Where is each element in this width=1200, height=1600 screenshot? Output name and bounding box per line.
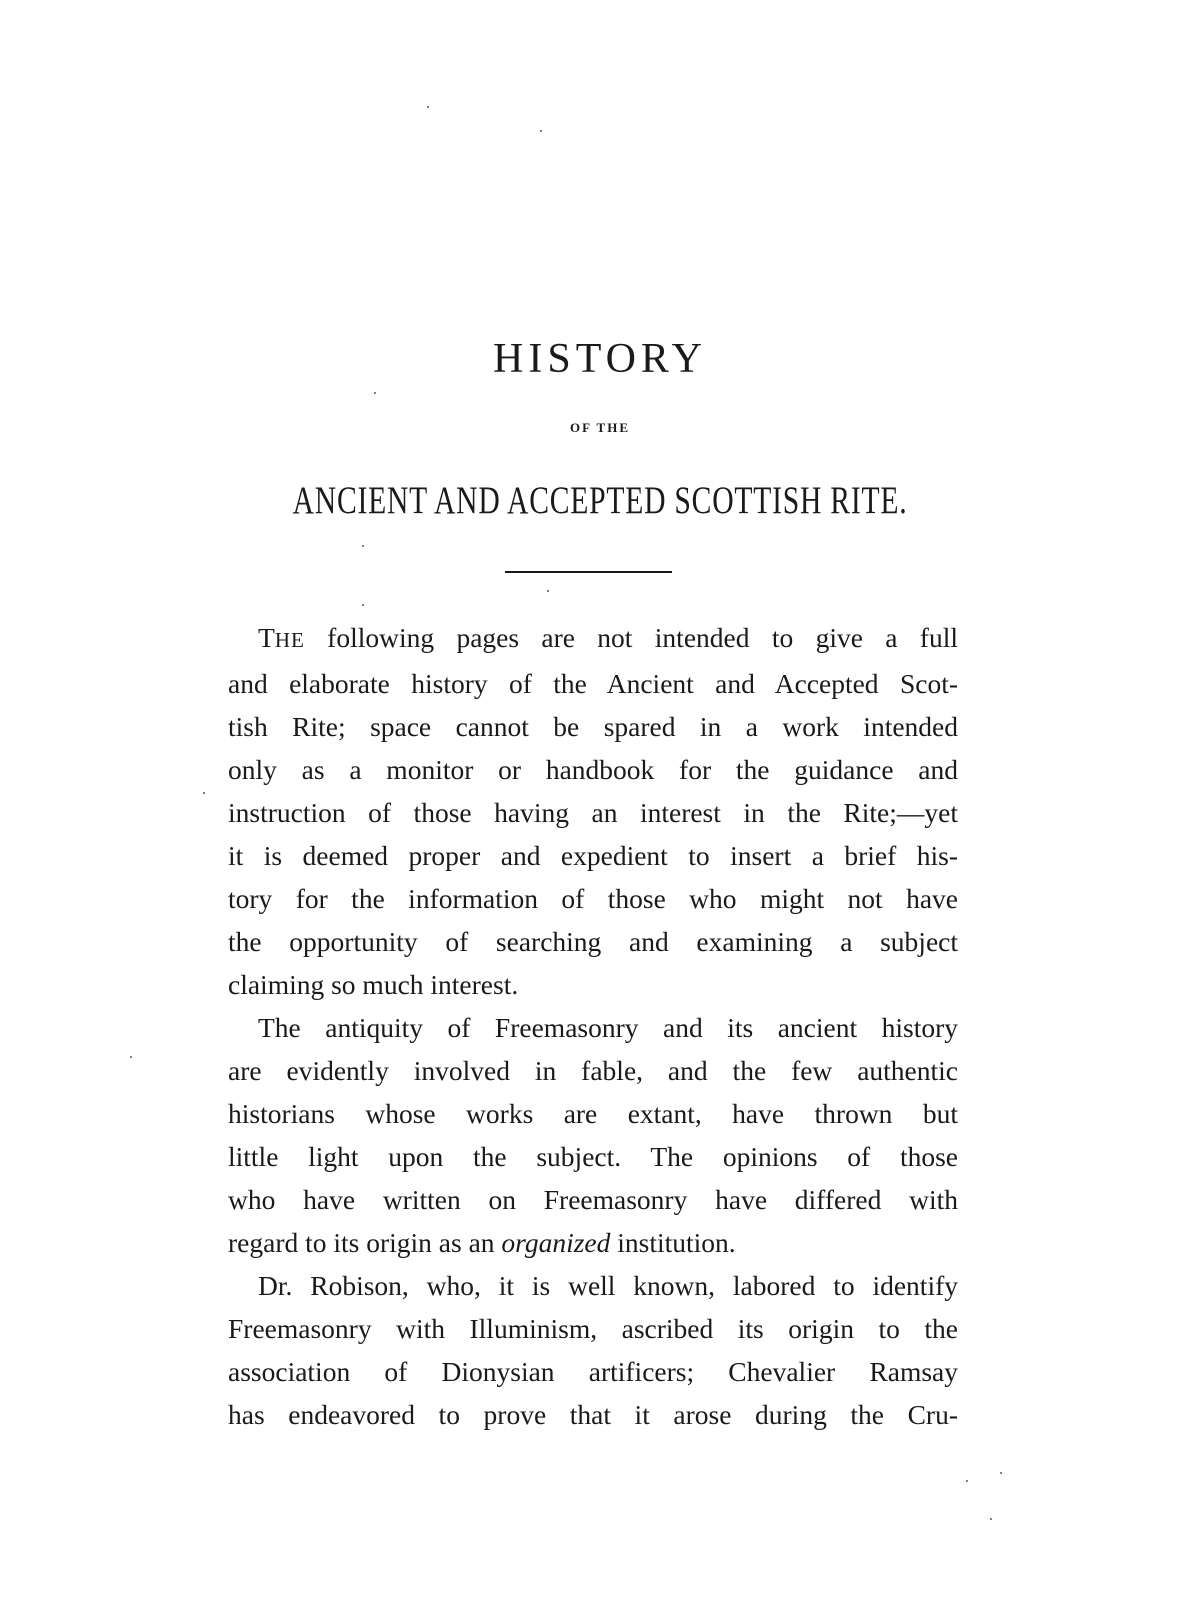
scan-speck bbox=[130, 1056, 132, 1058]
paragraph-1-line-2: and elaborate history of the Ancient and Accepted Scot- bbox=[228, 668, 958, 699]
small-caps-rest: HE bbox=[274, 628, 305, 652]
scan-speck bbox=[427, 106, 429, 108]
paragraph-3-line-2: Freemasonry with Illuminism, ascribed its origin to the bbox=[228, 1313, 958, 1344]
page-title: HISTORY bbox=[493, 336, 707, 382]
paragraph-2-line-2: are evidently involved in fable, and the few authentic bbox=[228, 1055, 958, 1086]
scan-speck bbox=[540, 130, 542, 132]
paragraph-3-line-3: association of Dionysian artificers; Chevalier Ramsay bbox=[228, 1356, 958, 1387]
italic-emphasis: organized bbox=[501, 1227, 611, 1258]
paragraph-1-line-8: the opportunity of searching and examining a subject bbox=[228, 926, 958, 957]
paragraph-1-line-4: only as a monitor or handbook for the guidance and bbox=[228, 754, 958, 785]
scan-speck bbox=[966, 1480, 968, 1482]
scan-speck bbox=[374, 392, 376, 394]
scan-speck bbox=[990, 1518, 992, 1520]
paragraph-2-line-6 bbox=[228, 1221, 958, 1264]
scan-speck bbox=[547, 590, 549, 592]
small-caps-initial: T bbox=[258, 622, 275, 653]
paragraph-2-line-4: little light upon the subject. The opinions of those bbox=[228, 1141, 958, 1172]
paragraph-1-line-5: instruction of those having an interest in the Rite;—yet bbox=[228, 797, 958, 828]
paragraph-1-line-7: tory for the information of those who might not have bbox=[228, 883, 958, 914]
body-text bbox=[228, 616, 958, 1436]
title-divider-rule bbox=[505, 571, 672, 573]
paragraph-2-line-1: The antiquity of Freemasonry and its ancient history bbox=[258, 1012, 958, 1043]
paragraph-2-line-3: historians whose works are extant, have thrown but bbox=[228, 1098, 958, 1129]
scan-speck bbox=[362, 604, 364, 606]
title-connector: OF THE bbox=[569, 420, 631, 435]
paragraph-3-line-1: Dr. Robison, who, it is well known, labored to identify bbox=[258, 1270, 958, 1301]
paragraph-1-line-9: claiming so much interest. bbox=[228, 969, 519, 1000]
scan-speck bbox=[362, 545, 364, 547]
scan-speck bbox=[203, 792, 205, 794]
page-subtitle: ANCIENT AND ACCEPTED SCOTTISH RITE. bbox=[292, 479, 908, 522]
paragraph-1-line-6: it is deemed proper and expedient to insert a brief his- bbox=[228, 840, 958, 871]
paragraph-1-line-3: tish Rite; space cannot be spared in a work intended bbox=[228, 711, 958, 742]
line-text: following pages are not intended to give a full bbox=[304, 622, 958, 653]
line-text: regard to its origin as an bbox=[228, 1227, 502, 1258]
line-text: institution. bbox=[610, 1227, 736, 1258]
paragraph-3-line-4: has endeavored to prove that it arose during the Cru- bbox=[228, 1399, 958, 1430]
paragraph-2-line-5: who have written on Freemasonry have differed with bbox=[228, 1184, 958, 1215]
paragraph-1-line-1 bbox=[228, 616, 958, 662]
scan-speck bbox=[1000, 1472, 1002, 1474]
